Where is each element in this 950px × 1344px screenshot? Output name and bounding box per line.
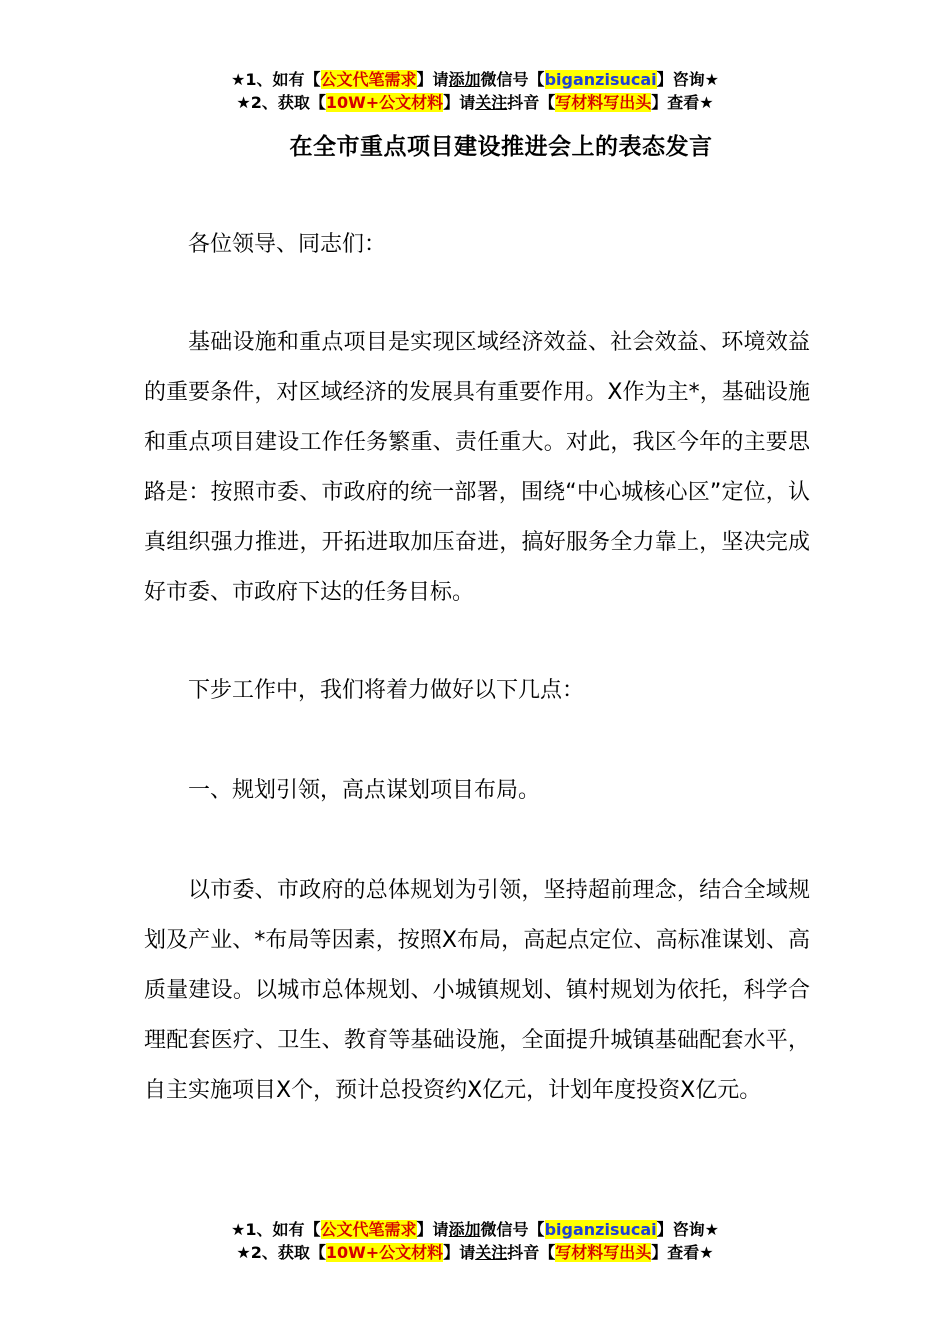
promo-underlined: 添加 [448,70,481,89]
section-1-heading-text: 一、规划引领，高点谋划项目布局。 [188,778,541,803]
promo-wechat-id: biganzisucai [544,70,657,89]
greeting-text: 各位领导、同志们： [188,232,387,257]
greeting-paragraph [144,220,810,270]
promo-highlight: 10W+公文材料 [325,93,444,112]
next-steps-text: 下步工作中，我们将着力做好以下几点： [188,678,585,703]
promo-line-1 [0,1218,950,1241]
promo-text: 】请 [443,1243,476,1262]
promo-wechat-id: biganzisucai [544,1220,657,1239]
promo-line-1 [0,68,950,91]
promo-highlight: 公文代笔需求 [320,1220,417,1239]
promo-text: ★1、如有【 [231,70,321,89]
promo-highlight: 写材料写出头 [555,93,652,112]
intro-text: 基础设施和重点项目是实现区域经济效益、社会效益、环境效益的重要条件，对区域经济的发展具有重要作用。X作为主*，基础设施和重点项目建设工作任务繁重、责任重大。对此，我区今年的主要思路是：按照市委、市政府的统一部署，围绕“中心城核心区”定位，认真组织强力推进，开拓进取加压奋进，搞好服务全力靠上，坚决完成好市委、市政府下达的任务目标。 [144,330,810,605]
intro-paragraph [144,318,810,618]
promo-text: ★2、获取【 [236,93,326,112]
promo-text: 】请 [416,1220,449,1239]
section-1-body [144,866,810,1116]
promo-text: 】请 [443,93,476,112]
section-1-heading [144,766,810,816]
promo-text: 抖音【 [507,1243,556,1262]
promo-text: 】查看★ [651,93,714,112]
promo-line-2 [0,91,950,114]
promo-text: 】请 [416,70,449,89]
next-steps-paragraph [144,666,810,716]
promo-underlined: 关注 [475,1243,508,1262]
document-title: 在全市重点项目建设推进会上的表态发言 [289,134,713,160]
promo-text: 微信号【 [480,70,545,89]
promo-underlined: 添加 [448,1220,481,1239]
promo-footer [0,1218,950,1264]
promo-text: ★1、如有【 [231,1220,321,1239]
promo-highlight: 写材料写出头 [555,1243,652,1262]
promo-highlight: 公文代笔需求 [320,70,417,89]
promo-text: ★2、获取【 [236,1243,326,1262]
promo-text: 】查看★ [651,1243,714,1262]
section-1-body-text: 以市委、市政府的总体规划为引领，坚持超前理念，结合全域规划及产业、*布局等因素，按照X布局，高起点定位、高标准谋划、高质量建设。以城市总体规划、小城镇规划、镇村规划为依托，科学合理配套医疗、卫生、教育等基础设施，全面提升城镇基础配套水平，自主实施项目X个，预计总投资约X亿元，计划年度投资X亿元。 [144,878,810,1103]
promo-text: 】咨询★ [656,70,719,89]
promo-line-2 [0,1241,950,1264]
promo-text: 抖音【 [507,93,556,112]
promo-underlined: 关注 [475,93,508,112]
promo-text: 】咨询★ [656,1220,719,1239]
promo-text: 微信号【 [480,1220,545,1239]
promo-header [0,68,950,114]
promo-highlight: 10W+公文材料 [325,1243,444,1262]
